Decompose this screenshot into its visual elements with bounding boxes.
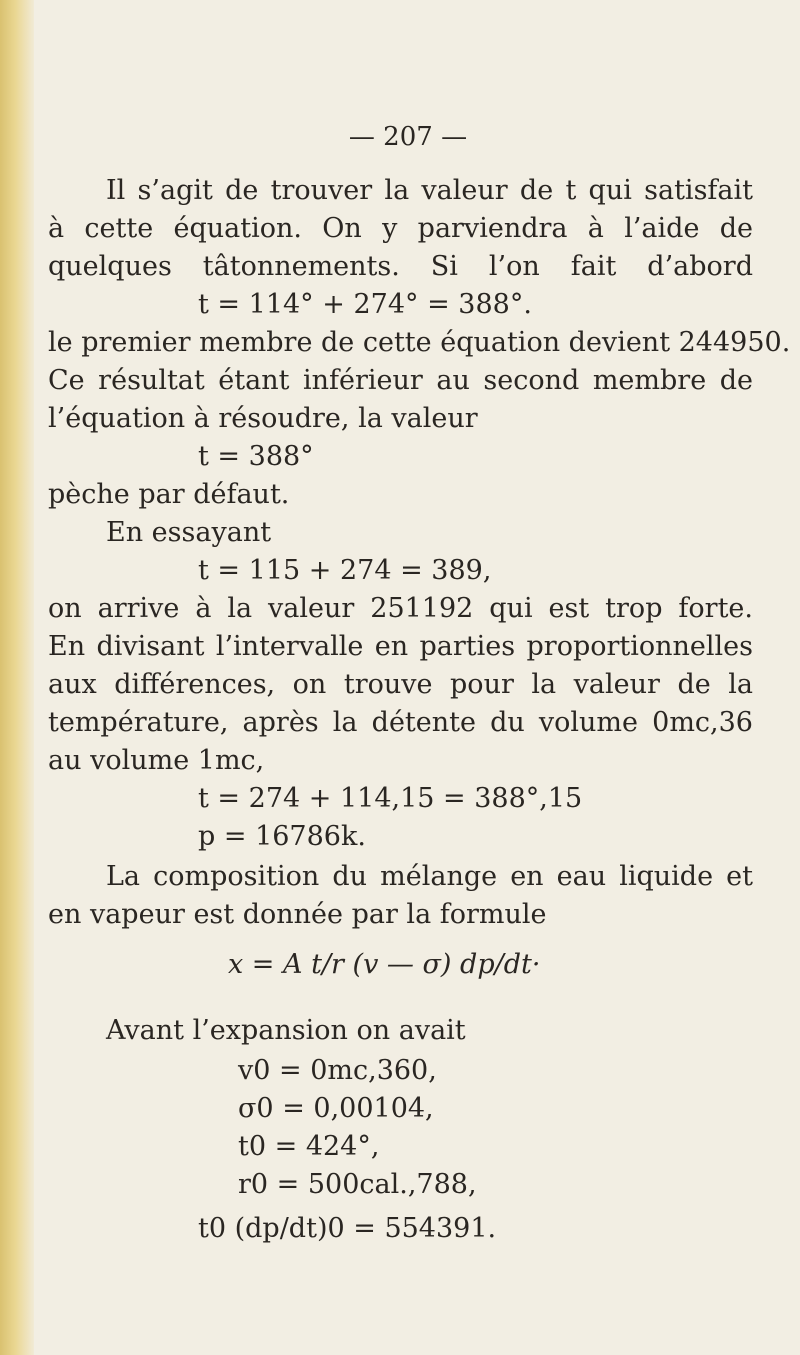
page-edge <box>0 0 34 1355</box>
equation: t = 274 + 114,15 = 388°,15 <box>198 783 583 814</box>
equation: t = 388° <box>198 441 314 472</box>
text-line: au volume 1mc, <box>48 745 265 776</box>
equation: t = 115 + 274 = 389, <box>198 555 492 586</box>
text-line: En essayant <box>106 517 272 548</box>
text-line: aux différences, on trouve pour la valeur de la <box>48 669 753 700</box>
text-line: quelques tâtonnements. Si l’on fait d’abord <box>48 251 753 282</box>
equation-v0: v0 = 0mc,360, <box>238 1055 437 1086</box>
equation-sigma0: σ0 = 0,00104, <box>238 1093 434 1124</box>
equation-t0: t0 = 424°, <box>238 1131 380 1162</box>
equation: t = 114° + 274° = 388°. <box>198 289 532 320</box>
text-line: Avant l’expansion on avait <box>106 1015 466 1046</box>
text-line: température, après la détente du volume 0mc,36 <box>48 707 753 738</box>
text-line: en vapeur est donnée par la formule <box>48 899 547 930</box>
equation-r0: r0 = 500cal.,788, <box>238 1169 477 1200</box>
page-number: — 207 — <box>348 122 468 152</box>
text-line: En divisant l’intervalle en parties proportionnelles <box>48 631 753 662</box>
text-line: Ce résultat étant inférieur au second membre de <box>48 365 753 396</box>
text-line: Il s’agit de trouver la valeur de t qui satisfait <box>106 175 753 206</box>
equation: p = 16786k. <box>198 821 366 852</box>
text-line: le premier membre de cette équation devient 244950. <box>48 327 791 358</box>
text-line: on arrive à la valeur 251192 qui est trop forte. <box>48 593 753 624</box>
text-line: l’équation à résoudre, la valeur <box>48 403 478 434</box>
text-line: La composition du mélange en eau liquide et <box>106 861 753 892</box>
formula: x = A t/r (v — σ) dp/dt· <box>228 949 541 980</box>
text-line: à cette équation. On y parviendra à l’aide de <box>48 213 753 244</box>
text-line: pèche par défaut. <box>48 479 290 510</box>
equation-dpdt: t0 (dp/dt)0 = 554391. <box>198 1213 497 1244</box>
